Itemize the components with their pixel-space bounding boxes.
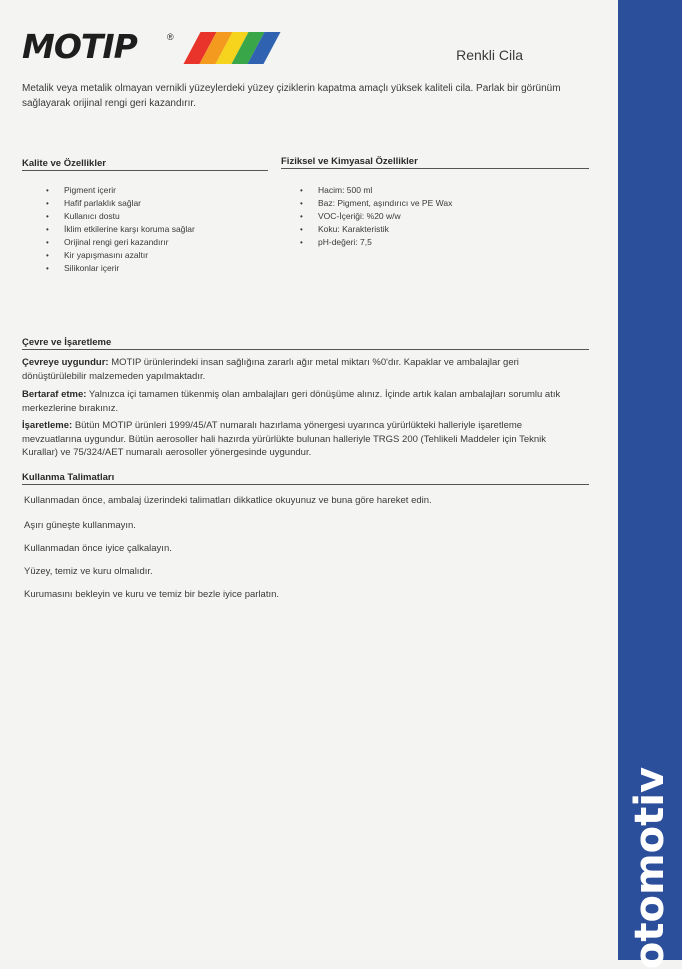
list-item: • Pigment içerir — [46, 184, 195, 197]
list-item: • Hacim: 500 ml — [300, 184, 452, 197]
list-item: • Kullanıcı dostu — [46, 210, 195, 223]
quality-list — [46, 184, 195, 275]
list-item: • Hafif parlaklık sağlar — [46, 197, 195, 210]
paragraph-text: Bütün MOTIP ürünleri 1999/45/AT numaralı hazırlama yönergesi uyarınca yürürlükteki halleriyle işaretleme mevzuatlarına uygundur. Bütün aerosoller hali hazırda yürürlükte bulunan halleriyle TRGS 200 (Tehlikeli Maddeler için Teknik Kurallar) ve 75/324/AET numaralı aerosoller yönergesinde uygundur. — [22, 420, 547, 458]
usage-line: Kullanmadan önce iyice çalkalayın. — [24, 543, 172, 554]
environment-paragraph — [22, 356, 582, 383]
usage-rule — [22, 484, 589, 485]
quality-rule — [22, 170, 268, 171]
environment-heading: Çevre ve İşaretleme — [22, 337, 112, 348]
labeling-paragraph — [22, 419, 582, 460]
list-item: • pH-değeri: 7,5 — [300, 236, 452, 249]
physical-heading: Fiziksel ve Kimyasal Özellikler — [281, 156, 418, 167]
intro-text: Metalik veya metalik olmayan vernikli yüzeylerdeki yüzey çiziklerin kapatma amaçlı yüksek kaliteli cila. Parlak bir görünüm sağlayarak orijinal rengi geri kazandırır. — [22, 83, 561, 109]
physical-list — [300, 184, 452, 249]
list-item: • VOC-İçeriği: %20 w/w — [300, 210, 452, 223]
paragraph-text: Yalnızca içi tamamen tükenmiş olan ambalajları geri dönüşüme alınız. İçinde artık kalan ambalajları sorumlu atık merkezlerine bırakınız. — [22, 389, 561, 414]
usage-line: Kurumasını bekleyin ve kuru ve temiz bir bezle iyice parlatın. — [24, 589, 280, 600]
disposal-paragraph — [22, 388, 582, 415]
list-item: • Silikonlar içerir — [46, 262, 195, 275]
paragraph-label: Bertaraf etme: — [22, 389, 87, 400]
usage-line: Yüzey, temiz ve kuru olmalıdır. — [24, 566, 153, 577]
product-title: Renkli Cila — [456, 47, 523, 63]
list-item: • Kir yapışmasını azaltır — [46, 249, 195, 262]
usage-line: Kullanmadan önce, ambalaj üzerindeki talimatları dikkatlice okuyunuz ve buna göre hareket edin. — [24, 495, 432, 506]
quality-heading: Kalite ve Özellikler — [22, 158, 106, 169]
environment-rule — [22, 349, 589, 350]
usage-heading: Kullanma Talimatları — [22, 472, 115, 483]
list-item: • İklim etkilerine karşı koruma sağlar — [46, 223, 195, 236]
paragraph-label: Çevreye uygundur: — [22, 357, 109, 368]
paragraph-text: MOTIP ürünlerindeki insan sağlığına zararlı ağır metal miktarı %0'dır. Kapaklar ve ambalajlar geri dönüştürülebilir malzemeden yapılmaktadır. — [22, 357, 519, 382]
paragraph-label: İşaretleme: — [22, 420, 73, 431]
logo-wordmark: MOTIP — [22, 27, 137, 66]
list-item: • Orijinal rengi geri kazandırır — [46, 236, 195, 249]
list-item: • Koku: Karakteristik — [300, 223, 452, 236]
usage-line: Aşırı güneşte kullanmayın. — [24, 520, 136, 531]
side-label: otomotiv — [627, 766, 673, 969]
registered-mark: ® — [167, 32, 174, 42]
physical-rule — [281, 168, 589, 169]
motip-logo — [22, 27, 262, 66]
list-item: • Baz: Pigment, aşındırıcı ve PE Wax — [300, 197, 452, 210]
